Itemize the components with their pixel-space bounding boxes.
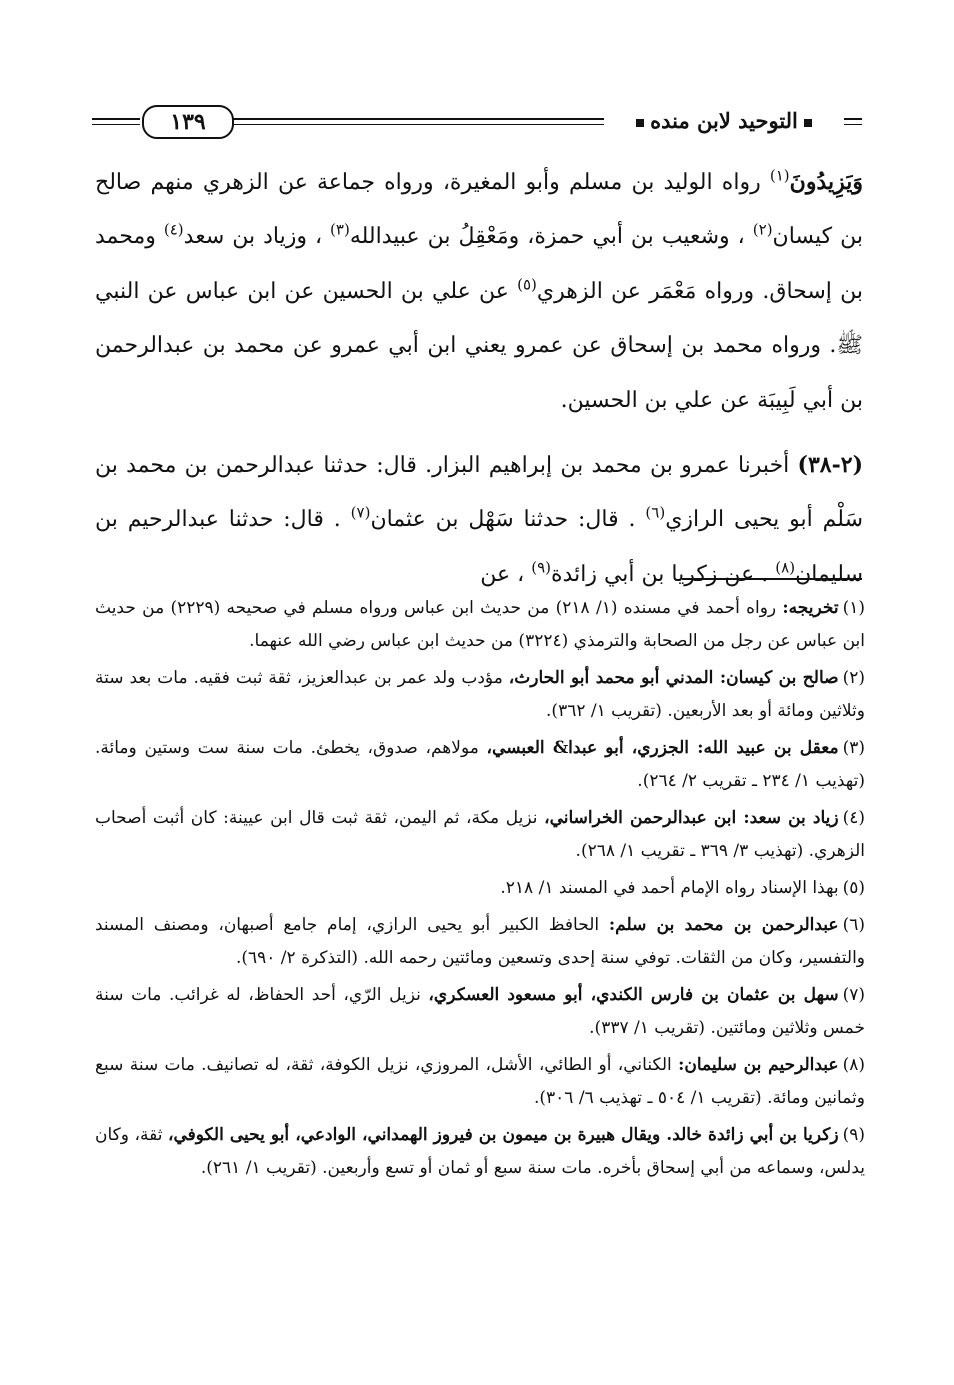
text-segment: . قال: حدثنا عبدالرحيم بن سليمان xyxy=(95,507,863,587)
footnote-heading: زكريا بن أبي زائدة خالد. ويقال هبيرة بن ميمون بن فيروز الهمداني، الوادعي، أبو يحيى الكوفي، xyxy=(167,1125,839,1145)
footnote-6 xyxy=(95,909,865,975)
running-header xyxy=(92,100,862,144)
footnote-text: مولاهم، صدوق، يخطئ. مات سنة ست وستين ومائة. (تهذيب ١/ ٢٣٤ ـ تقريب ٢/ ٢٦٤). xyxy=(95,738,865,791)
text-segment: ، وشعيب بن أبي حمزة، ومَعْقِلُ بن عبيدالله xyxy=(349,224,753,250)
text-segment: ، عن xyxy=(480,561,532,587)
footnote-separator xyxy=(682,578,862,580)
quran-word: وَيَزِيدُونَ xyxy=(789,169,863,195)
footnote-ref-4: (٤) xyxy=(163,221,184,240)
footnote-number: (٦) xyxy=(842,915,865,935)
footnote-text: الحافظ الكبير أبو يحيى الرازي، إمام جامع أصبهان، ومصنف المسند والتفسير، وكان من الثقات. توفي سنة إحدى وتسعين ومائتين رحمه الله. (التذكرة ٢/ ٦٩٠). xyxy=(95,915,865,968)
footnote-text: نزيل مكة، ثم اليمن، ثقة ثبت قال ابن عيينة: كان أثبت أصحاب الزهري. (تهذيب ٣/ ٣٦٩ ـ تقريب ١/ ٢٦٨). xyxy=(95,808,865,861)
footnote-heading: سهل بن عثمان بن فارس الكندي، أبو مسعود العسكري، xyxy=(428,985,839,1005)
footnote-text: رواه أحمد في مسنده (١/ ٢١٨) من حديث ابن عباس ورواه مسلم في صحيحه (٢٢٢٩) من حديث ابن عباس عن رجل من الصحابة والترمذي (٣٢٢٤) من حديث ابن عباس رضي الله عنهما. xyxy=(95,598,865,651)
footnote-ref-9: (٩) xyxy=(531,558,552,577)
footnote-text: الكناني، أو الطائي، الأشل، المروزي، نزيل الكوفة، ثقة، له تصانيف. مات سنة سبع وثمانين ومائة. (تقريب ١/ ٥٠٤ ـ تهذيب ٦/ ٣٠٦). xyxy=(95,1055,865,1108)
book-title: التوحيد لابن منده xyxy=(650,108,798,133)
main-text xyxy=(95,155,863,602)
footnote-5 xyxy=(95,872,865,905)
footnote-4 xyxy=(95,802,865,868)
header-rule-middle-thin xyxy=(232,124,612,125)
footnote-2 xyxy=(95,662,865,728)
footnote-heading: صالح بن كيسان: المدني أبو محمد أبو الحارث، xyxy=(508,668,839,688)
footnote-heading: عبدالرحمن بن محمد بن سلم: xyxy=(608,915,839,935)
footnote-ref-2: (٢) xyxy=(752,221,773,240)
header-rule-left xyxy=(92,118,140,120)
footnote-number: (٥) xyxy=(842,878,865,898)
footnote-text: مؤدب ولد عمر بن عبدالعزيز، ثقة ثبت فقيه. مات بعد ستة وثلاثين ومائة أو بعد الأربعين. (تقريب ١/ ٣٦٢). xyxy=(95,668,865,721)
footnote-number: (٢) xyxy=(842,668,865,688)
page-number: ١٣٩ xyxy=(142,105,234,139)
square-ornament-left xyxy=(636,119,644,127)
footnote-ref-3: (٣) xyxy=(330,221,350,240)
footnotes xyxy=(95,592,865,1189)
footnote-9 xyxy=(95,1119,865,1185)
footnote-number: (٨) xyxy=(842,1055,865,1075)
footnote-heading: معقل بن عبيد الله: الجزري، أبو عبدا& العبسي، xyxy=(486,738,839,758)
header-rule-middle xyxy=(232,118,612,120)
footnote-1 xyxy=(95,592,865,658)
footnote-ref-1: (١) xyxy=(769,166,790,185)
footnote-ref-7: (٧) xyxy=(350,504,371,523)
footnote-ref-8: (٨) xyxy=(775,558,796,577)
hadith-number: (٢-٣٨) xyxy=(797,452,863,479)
text-segment: أخبرنا عمرو بن محمد بن إبراهيم البزار. قال: حدثنا عبدالرحمن بن محمد بن سَلْم أبو يحيى الرازي xyxy=(95,453,863,533)
footnote-number: (٤) xyxy=(842,808,865,828)
footnote-number: (٣) xyxy=(842,738,865,758)
footnote-heading: زياد بن سعد: ابن عبدالرحمن الخراساني، xyxy=(544,808,839,828)
text-segment: . عن زكريا بن أبي زائدة xyxy=(551,561,776,587)
square-ornament-right xyxy=(804,119,812,127)
text-segment: عن علي بن الحسين عن ابن عباس عن النبي ﷺ. ورواه محمد بن إسحاق عن عمرو يعني ابن أبي عمرو عن محمد بن عبدالرحمن بن أبي لَبِيبَة عن علي بن الحسين. xyxy=(95,278,863,413)
footnote-heading: تخريجه: xyxy=(782,598,839,618)
paragraph-1 xyxy=(95,155,863,428)
footnote-ref-6: (٦) xyxy=(645,504,666,523)
footnote-text: بهذا الإسناد رواه الإمام أحمد في المسند ١/ ٢١٨. xyxy=(500,878,839,898)
text-segment: رواه الوليد بن مسلم وأبو المغيرة، ورواه جماعة عن الزهري منهم صالح بن كيسان xyxy=(95,170,863,250)
text-segment: . قال: حدثنا سَهْل بن عثمان xyxy=(370,507,646,533)
book-title-banner xyxy=(604,104,844,138)
footnote-ref-5: (٥) xyxy=(517,275,537,294)
text-segment: ومحمد بن إسحاق. ورواه مَعْمَر عن الزهري xyxy=(95,224,863,304)
footnote-text: ثقة، وكان يدلس، وسماعه من أبي إسحاق بأخره. مات سنة سبع أو ثمان أو تسع وأربعين. (تقريب ١/ ٢٦١). xyxy=(95,1125,865,1178)
footnote-3 xyxy=(95,732,865,798)
text-segment: ، وزياد بن سعد xyxy=(183,224,331,250)
header-rule-left-thin xyxy=(92,124,140,125)
footnote-number: (١) xyxy=(842,598,866,618)
footnote-number: (٧) xyxy=(842,985,865,1005)
footnote-number: (٩) xyxy=(842,1125,865,1145)
footnote-text: نزيل الرّي، أحد الحفاظ، له غرائب. مات سنة خمس وثلاثين ومائتين. (تقريب ١/ ٣٣٧). xyxy=(95,985,865,1038)
footnote-7 xyxy=(95,979,865,1045)
footnote-8 xyxy=(95,1049,865,1115)
footnote-heading: عبدالرحيم بن سليمان: xyxy=(678,1055,839,1075)
